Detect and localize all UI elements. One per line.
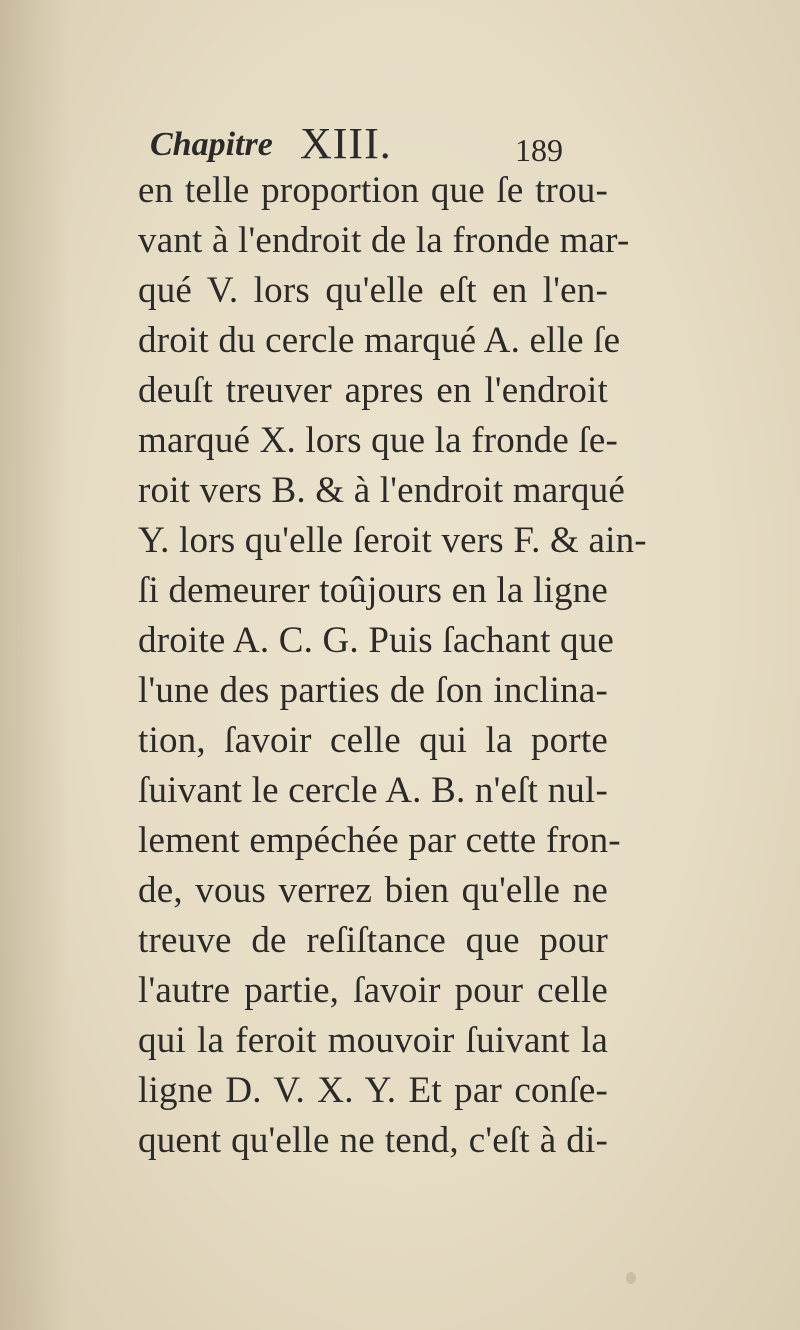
text-line: ligne D. V. X. Y. Et par conſe-: [138, 1070, 608, 1111]
text-line: marqué X. lors que la fronde ſe-: [138, 420, 619, 461]
text-line: vant à l'endroit de la fronde mar-: [138, 220, 630, 261]
text-line: treuve de reſiſtance que pour: [138, 920, 608, 961]
text-line: droit du cercle marqué A. elle ſe: [138, 320, 621, 361]
text-line: quent qu'elle ne tend, c'eſt à di-: [138, 1120, 608, 1161]
gutter-shadow: [0, 0, 70, 1330]
text-line: de, vous verrez bien qu'elle ne: [138, 870, 608, 911]
text-line: tion, ſavoir celle qui la porte: [138, 720, 608, 761]
foxing-spot: [626, 1272, 636, 1284]
text-line: Y. lors qu'elle ſeroit vers F. & ain-: [138, 520, 647, 561]
text-line: qui la feroit mouvoir ſuivant la: [138, 1020, 608, 1061]
text-line: ſuivant le cercle A. B. n'eſt nul-: [138, 770, 608, 811]
text-line: lement empéchée par cette fron-: [138, 820, 621, 861]
text-line: deuſt treuver apres en l'endroit: [138, 370, 608, 411]
text-line: en telle proportion que ſe trou-: [138, 170, 608, 211]
body-text: [138, 166, 647, 1166]
text-line: l'autre partie, ſavoir pour celle: [138, 970, 608, 1011]
text-line: roit vers B. & à l'endroit marqué: [138, 470, 625, 511]
text-line: ſi demeurer toûjours en la ligne: [138, 570, 608, 611]
text-line: droite A. C. G. Puis ſachant que: [138, 620, 615, 661]
text-line: qué V. lors qu'elle eſt en l'en-: [138, 270, 608, 311]
running-head-chapter: Chapitre: [150, 126, 273, 163]
text-line: l'une des parties de ſon inclina-: [138, 670, 608, 711]
page-number: 189: [515, 132, 563, 168]
running-head: [150, 118, 610, 168]
running-head-chapter-number: XIII.: [300, 119, 392, 168]
